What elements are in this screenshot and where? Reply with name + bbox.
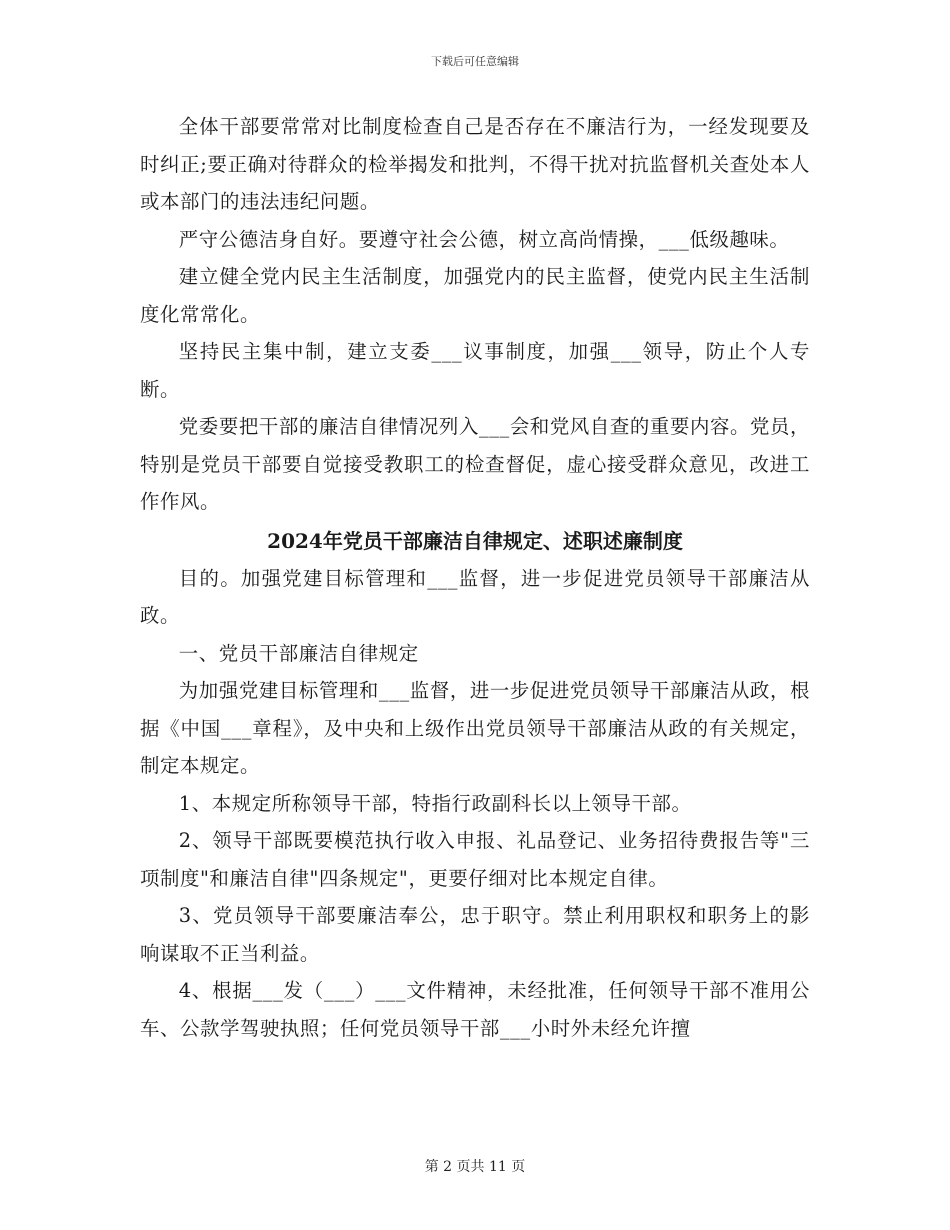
- list-item: 4、根据___发（___）___文件精神，未经批准，任何领导干部不准用公车、公款学驾驶执照；任何党员领导干部___小时外未经允许擅: [140, 979, 810, 1040]
- paragraph: 建立健全党内民主生活制度，加强党内的民主监督，使党内民主生活制度化常常化。: [140, 265, 810, 326]
- section-title: 2024年党员干部廉洁自律规定、述职述廉制度: [267, 528, 683, 553]
- list-item: 1、本规定所称领导干部，特指行政副科长以上领导干部。: [178, 791, 692, 815]
- paragraph: 坚持民主集中制，建立支委___议事制度，加强___领导，防止个人专断。: [140, 340, 810, 401]
- document-body: [140, 108, 810, 1047]
- paragraph: 目的。加强党建目标管理和___监督，进一步促进党员领导干部廉洁从政。: [140, 566, 810, 627]
- page-footer: 第 2 页共 11 页: [424, 1159, 526, 1175]
- paragraph: 严守公德洁身自好。要遵守社会公德，树立高尚情操，___低级趣味。: [178, 227, 790, 251]
- list-item: 3、党员领导干部要廉洁奉公，忠于职守。禁止利用职权和职务上的影响谋取不正当利益。: [140, 904, 810, 965]
- page-header: 下载后可任意编辑: [431, 55, 519, 68]
- paragraph: 党委要把干部的廉洁自律情况列入___会和党风自查的重要内容。党员，特别是党员干部要自觉接受教职工的检查督促，虚心接受群众意见，改进工作作风。: [140, 415, 810, 513]
- paragraph: 全体干部要常常对比制度检查自己是否存在不廉洁行为，一经发现要及时纠正;要正确对待群众的检举揭发和批判，不得干扰对抗监督机关查处本人或本部门的违法违纪问题。: [140, 115, 810, 213]
- section-heading: 一、党员干部廉洁自律规定: [178, 641, 419, 665]
- list-item: 2、领导干部既要模范执行收入申报、礼品登记、业务招待费报告等"三项制度"和廉洁自律"四条规定"，更要仔细对比本规定自律。: [140, 829, 810, 890]
- paragraph: 为加强党建目标管理和___监督，进一步促进党员领导干部廉洁从政，根据《中国___章程》，及中央和上级作出党员领导干部廉洁从政的有关规定，制定本规定。: [140, 679, 810, 777]
